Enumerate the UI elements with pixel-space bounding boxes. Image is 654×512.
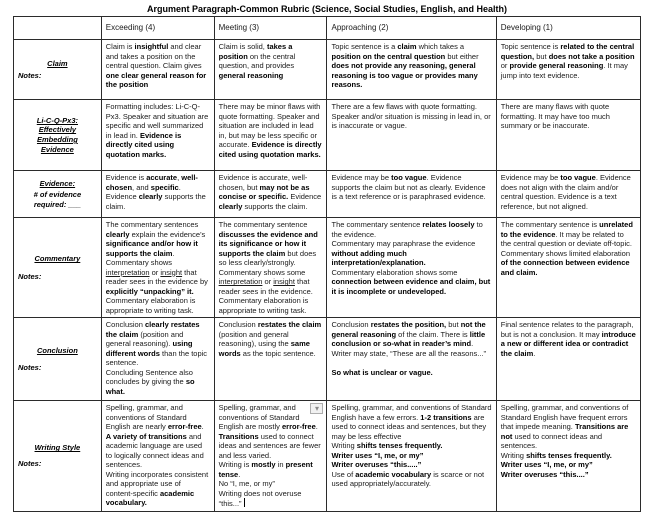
cell-embedding-meeting: There may be minor flaws with quote formatting. Speaker and situation are included in lead in, but may be less specific or accurate. Evidence is directly cited using quotation marks. <box>214 100 327 171</box>
rubric-title: Argument Paragraph-Common Rubric (Science, Social Studies, English, and Health) <box>146 4 508 14</box>
cell-embedding-exceeding: Formatting includes: Li-C-Q-Px3. Speaker and situation are specific and well summarized in lead in. Evidence is directly cited using quotation marks. <box>101 100 214 171</box>
cell-text: Spelling, grammar, and conventions of Standard English are mostly error-free. Transitions used to connect ideas and sentences are fewer and less varied. Writing is mostly in present tense. No “I, me, or my” Writing does not overuse “this...” <box>218 403 321 509</box>
column-header-blank <box>14 17 102 40</box>
cell-evidence-meeting: Evidence is accurate, well-chosen, but may not be as concise or specific. Evidence clearly supports the claim. <box>214 171 327 218</box>
row-sub-label: # of evidence required: ___ <box>33 190 82 209</box>
row-label: Commentary <box>34 254 81 264</box>
row-sub-label: Notes: <box>18 458 42 468</box>
row-sub-label: Notes: <box>18 363 42 373</box>
cell-writingstyle-meeting <box>214 401 327 512</box>
cell-writingstyle-exceeding: Spelling, grammar, and conventions of Standard English are nearly error-free. A variety of transitions and academic language are used to logically connect ideas and sentences. Writing incorporates consistent and appropriate use of content-specific academic vocabulary. <box>101 401 214 512</box>
table-row-evidence <box>14 171 641 218</box>
table-row-conclusion <box>14 318 641 401</box>
cell-commentary-exceeding: The commentary sentences clearly explain the evidence’s significance and/or how it supports the claim. Commentary shows interpretation or insight that reader sees in the evidence by explicitly “unpacking” it. Commentary elaboration is appropriate to writing task. <box>101 218 214 318</box>
cell-evidence-approaching: Evidence may be too vague. Evidence supports the claim but not as clearly. Evidence is a text reference or is paraphrased evidence. <box>327 171 496 218</box>
cell-conclusion-exceeding: Conclusion clearly restates the claim (position and general reasoning). using different words than the topic sentence. Concluding Sentence also concludes by giving the so what. <box>101 318 214 401</box>
cell-claim-meeting: Claim is solid, takes a position on the central question, and provides general reasoning <box>214 40 327 100</box>
table-row-writing-style <box>14 401 641 512</box>
cell-evidence-developing: Evidence may be too vague. Evidence does not align with the claim and/or central question. Evidence is a text reference, but not aligned. <box>496 171 640 218</box>
table-row-commentary <box>14 218 641 318</box>
cell-claim-developing: Topic sentence is related to the central question, but does not take a position or provide general reasoning. It may jump into text evidence. <box>496 40 640 100</box>
cell-evidence-exceeding: Evidence is accurate, well-chosen, and specific. Evidence clearly supports the claim. <box>101 171 214 218</box>
rubric-table <box>13 16 641 512</box>
cell-commentary-developing: The commentary sentence is unrelated to the evidence. It may be related to the central question or deviate off-topic. Commentary shows limited elaboration of the connection between evidence and claim. <box>496 218 640 318</box>
column-header-exceeding: Exceeding (4) <box>101 17 214 40</box>
cell-embedding-approaching: There are a few flaws with quote formatting. Speaker and/or situation is missing in lead in, or is inaccurate or vague. <box>327 100 496 171</box>
table-row-claim <box>14 40 641 100</box>
header-row <box>14 17 641 40</box>
column-header-developing: Developing (1) <box>496 17 640 40</box>
row-label: Writing Style <box>34 443 81 453</box>
cell-writingstyle-developing: Spelling, grammar, and conventions of Standard English have frequent errors that impede meaning. Transitions are not used to connect ideas and sentences. Writing shifts tenses frequently. Writer uses “I, me, or my” Writer overuses “this....” <box>496 401 640 512</box>
column-header-approaching: Approaching (2) <box>327 17 496 40</box>
row-label: Conclusion <box>36 345 78 355</box>
cell-commentary-approaching: The commentary sentence relates loosely to the evidence. Commentary may paraphrase the evidence without adding much interpretation/explanation. Commentary elaboration shows some connection between evidence and claim, but it is incomplete or undeveloped. <box>327 218 496 318</box>
column-header-meeting: Meeting (3) <box>214 17 327 40</box>
dropdown-icon[interactable]: ▾ <box>310 403 323 414</box>
cell-conclusion-developing: Final sentence relates to the paragraph, but is not a conclusion. It may introduce a new or different idea or contradict the claim. <box>496 318 640 401</box>
text-cursor <box>244 498 246 507</box>
cell-claim-approaching: Topic sentence is a claim which takes a position on the central question but either does not provide any reasoning, general reasoning is too vague or provides many reasons. <box>327 40 496 100</box>
row-label: Claim <box>47 58 68 68</box>
row-header-conclusion <box>14 318 102 401</box>
row-label: Li-C-Q-Px3: Effectively Embedding Evidence <box>36 115 78 154</box>
row-header-commentary <box>14 218 102 318</box>
row-sub-label: Notes: <box>18 70 42 80</box>
table-row-embedding-evidence <box>14 100 641 171</box>
row-sub-label: Notes: <box>18 271 42 281</box>
cell-embedding-developing: There are many flaws with quote formatting. It may have too much summary or be inaccurate. <box>496 100 640 171</box>
row-header-claim <box>14 40 102 100</box>
row-header-writing-style <box>14 401 102 512</box>
cell-conclusion-meeting: Conclusion restates the claim (position and general reasoning), using the same words as the topic sentence. <box>214 318 327 401</box>
row-header-embedding-evidence <box>14 100 102 171</box>
cell-conclusion-approaching: Conclusion restates the position, but not the general reasoning of the claim. There is little conclusion or so-what in reader’s mind. Writer may state, “These are all the reasons...” So what is unclear or vague. <box>327 318 496 401</box>
cell-writingstyle-approaching: Spelling, grammar, and conventions of Standard English have a few errors. 1-2 transitions are used to connect ideas and sentences, but they may be less effective Writing shifts tenses frequently. Writer uses “I, me, or my” Writer overuses “this.....” Use of academic vocabulary is scarce or not used appropriately/accurately. <box>327 401 496 512</box>
cell-claim-exceeding: Claim is insightful and clear and takes a position on the central question. Claim gives one clear general reason for the position <box>101 40 214 100</box>
row-header-evidence <box>14 171 102 218</box>
row-label: Evidence: <box>39 178 76 188</box>
cell-commentary-meeting: The commentary sentence discusses the evidence and its significance or how it supports the claim but does so less clearly/strongly. Commentary shows some interpretation or insight that reader sees in the evidence. Commentary elaboration is appropriate to writing task. <box>214 218 327 318</box>
